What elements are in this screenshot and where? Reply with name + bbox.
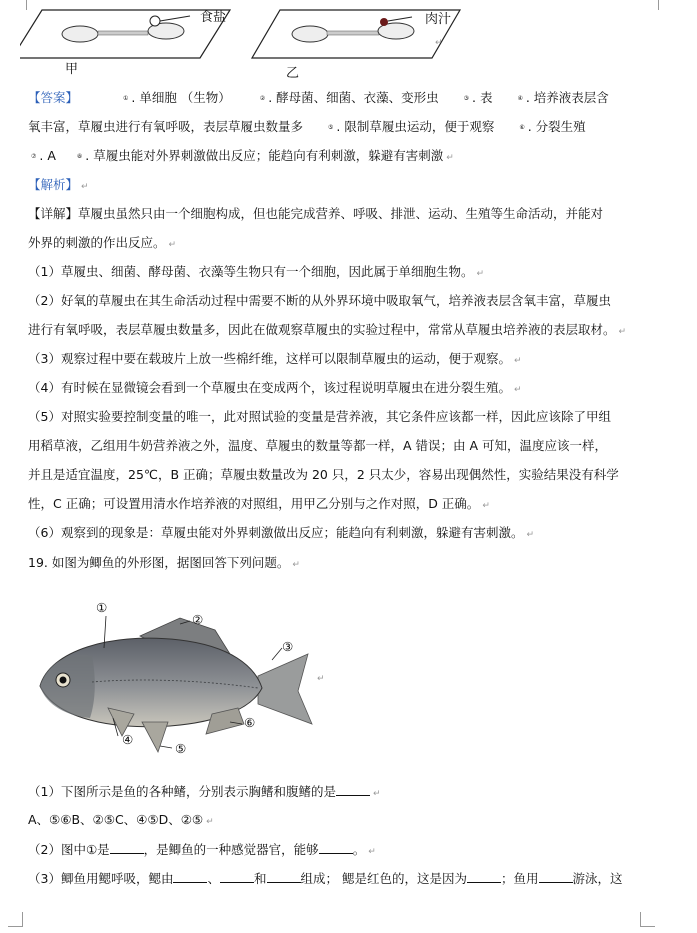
item-5d: 性，C 正确；可设置用清水作培养液的对照组，用甲乙分别与之作对照，D 正确。 ↵ (28, 496, 490, 511)
question-1-options: A、⑤⑥B、②⑤C、④⑤D、②⑤ ↵ (28, 812, 214, 827)
question-3: （3）鲫鱼用鳃呼吸，鳃由 、 和 组成； 鳃是红色的，这是因为 ；鱼用 游泳，这 (28, 868, 623, 889)
fish-label-6: ⑥ (244, 715, 256, 730)
label-salt: 食盐 (200, 10, 227, 25)
answer-blank[interactable] (220, 868, 254, 883)
answer-blank[interactable] (110, 839, 144, 854)
item-2a: （2）好氧的草履虫在其生命活动过程中需要不断的从外界环境中吸取氧气，培养液表层含氧丰富，草履虫 (28, 293, 611, 308)
question-title: 19. 如图为鲫鱼的外形图，据图回答下列问题。 ↵ (28, 555, 300, 570)
fish-figure: ① ② ③ ④ ⑤ ⑥ ↵ (30, 596, 330, 771)
answer-tag: 【答案】 (28, 90, 79, 105)
answer-blank[interactable] (267, 868, 301, 883)
caption-yi: 乙 (286, 66, 300, 81)
salt-dot (150, 16, 160, 26)
crop-mark (8, 912, 23, 927)
detail-line-2: 外界的刺激的作出反应。 ↵ (28, 235, 177, 250)
answer-blank[interactable] (173, 868, 207, 883)
answer-blank[interactable] (539, 868, 573, 883)
question-1: （1）下图所示是鱼的各种鳍，分别表示胸鳍和腹鳍的是 ↵ (28, 781, 381, 804)
crop-mark (640, 912, 655, 927)
drop-right (292, 26, 328, 42)
detail-line-1: 【详解】草履虫虽然只由一个细胞构成，但也能完成营养、呼吸、排泄、运动、生殖等生命活动，并能对 (28, 206, 604, 221)
fish-label-1: ① (96, 600, 108, 615)
answer-line-1: 【答案】 ① . 单细胞 （生物） ② . 酵母菌、细菌、衣藻、变形虫 ③ . 表 ④ . 培养液表层含 (28, 90, 609, 105)
item-5a: （5）对照实验要控制变量的唯一，此对照试验的变量是营养液，其它条件应该都一样，因此应该除了甲组 (28, 409, 611, 424)
drop-left (62, 26, 98, 42)
item-2b: 进行有氧呼吸，表层草履虫数量多，因此在做观察草履虫的实验过程中，常常从草履虫培养液的表层取材。 ↵ (28, 322, 627, 337)
answer-blank[interactable] (467, 868, 501, 883)
bridge-right (327, 31, 379, 35)
item-5b: 用稻草液，乙组用牛奶营养液之外，温度、草履虫的数量等都一样，A 错误；由 A 可知，温度应该一样， (28, 438, 608, 453)
fish-label-5: ⑤ (175, 741, 187, 756)
crop-mark (658, 0, 673, 10)
caption-jia: 甲 (65, 62, 79, 77)
answer-blank[interactable] (319, 839, 353, 854)
answer-blank[interactable] (336, 781, 370, 796)
item-3: （3）观察过程中要在载玻片上放一些棉纤维，这样可以限制草履虫的运动，便于观察。 ↵ (28, 351, 522, 366)
answer-line-2: 氧丰富，草履虫进行有氧呼吸，表层草履虫数量多 ⑤ . 限制草履虫运动，便于观察 ⑥ . 分裂生殖 (28, 119, 586, 134)
meat-dot (380, 18, 388, 26)
pelvic-fin (142, 722, 168, 752)
item-6: （6）观察到的现象是：草履虫能对外界刺激做出反应；能趋向有利刺激，躲避有害刺激。 ↵ (28, 525, 535, 540)
question-2: （2）图中①是 ，是鲫鱼的一种感觉器官，能够 。 ↵ (28, 839, 376, 862)
experiment-figure: 食盐 肉汁 甲 乙 ↵ (20, 0, 480, 85)
fish-label-3: ③ (282, 639, 294, 654)
bridge-left (98, 31, 148, 35)
answer-line-3: ⑦ . A ⑧ . 草履虫能对外界刺激做出反应；能趋向有利刺激，躲避有害刺激 ↵ (31, 148, 454, 163)
item-4: （4）有时候在显微镜会看到一个草履虫在变成两个，该过程说明草履虫在进分裂生殖。 ↵ (28, 380, 522, 395)
fish-label-2: ② (192, 612, 204, 627)
fish-label-4: ④ (122, 732, 134, 747)
item-5c: 并且是适宜温度，25℃，B 正确；草履虫数量改为 20 只，2 只太少，容易出现偶然性，实验结果没有科学 (28, 467, 619, 482)
slides-diagram (20, 0, 480, 85)
tail-fin (258, 654, 312, 724)
item-1: （1）草履虫、细菌、酵母菌、衣藻等生物只有一个细胞，因此属于单细胞生物。 ↵ (28, 264, 485, 279)
analysis-tag: 【解析】 ↵ (28, 177, 89, 192)
label-meat: 肉汁 (425, 12, 452, 27)
